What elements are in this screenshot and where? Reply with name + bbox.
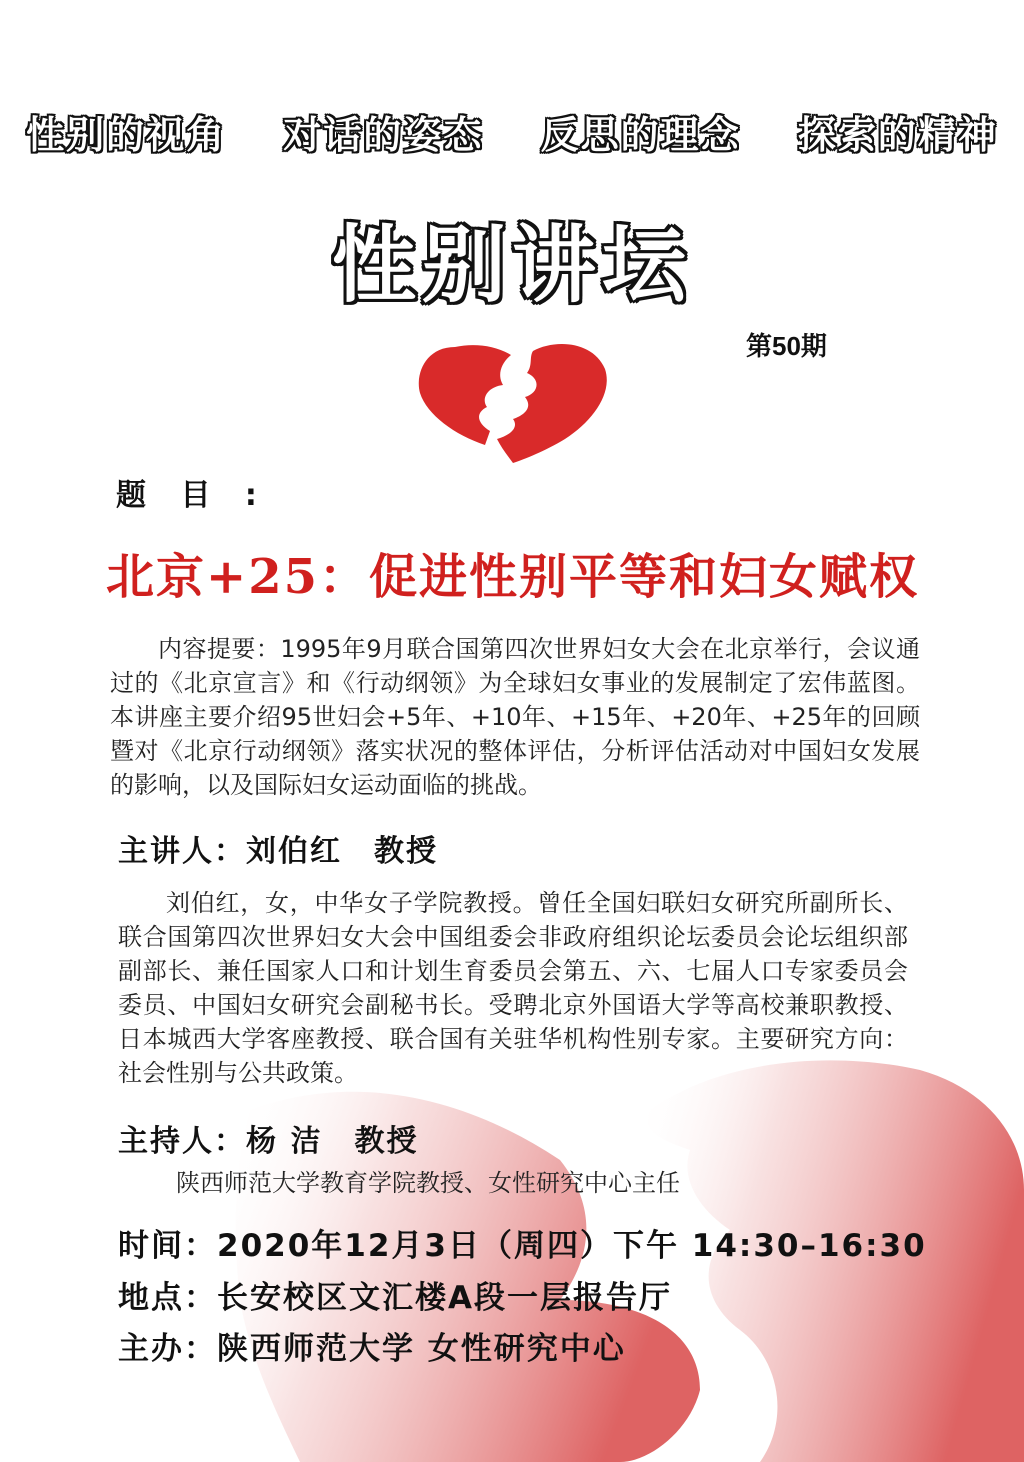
speaker-bio: 刘伯红，女，中华女子学院教授。曾任全国妇联妇女研究所副所长、联合国第四次世界妇女大会中国组委会非政府组织论坛委员会论坛组织部副部长、兼任国家人口和计划生育委员会第五、六、七届人口专家委员会委员、中国妇女研究会副秘书长。受聘北京外国语大学等高校兼职教授、日本城西大学客座教授、联合国有关驻华机构性别专家。主要研究方向：社会性别与公共政策。 — [118, 889, 908, 1087]
event-time: 时间：2020年12月3日（周四）下午 14:30–16:30 — [118, 1228, 927, 1264]
slogan-phrase: 性别的视角 — [26, 113, 227, 157]
event-organizer: 主办：陕西师范大学 女性研究中心 — [118, 1331, 626, 1367]
forum-title: 性别讲坛 — [331, 216, 692, 314]
slogan-phrase: 反思的理念 — [540, 113, 741, 157]
issue-number: 第50期 — [746, 331, 827, 361]
slogan-line — [0, 104, 1024, 159]
broken-heart-logo-icon — [415, 335, 610, 463]
lecture-title: 北京+25：促进性别平等和妇女赋权 — [106, 549, 920, 605]
slogan-phrase: 探索的精神 — [797, 113, 998, 157]
abstract-paragraph: 内容提要：1995年9月联合国第四次世界妇女大会在北京举行，会议通过的《北京宣言》和《行动纲领》为全球妇女事业的发展制定了宏伟蓝图。本讲座主要介绍95世妇会+5年、+10年、+15年、+20年、+25年的回顾暨对《北京行动纲领》落实状况的整体评估，分析评估活动对中国妇女发展的影响，以及国际妇女运动面临的挑战。 — [110, 635, 920, 799]
slogan-phrase: 对话的姿态 — [283, 113, 484, 157]
host-heading: 主持人：杨 洁 教授 — [118, 1124, 419, 1159]
speaker-heading: 主讲人：刘伯红 教授 — [118, 834, 438, 869]
event-location: 地点：长安校区文汇楼A段一层报告厅 — [118, 1280, 672, 1316]
host-description: 陕西师范大学教育学院教授、女性研究中心主任 — [176, 1169, 680, 1197]
topic-label: 题 目 : — [116, 478, 269, 513]
